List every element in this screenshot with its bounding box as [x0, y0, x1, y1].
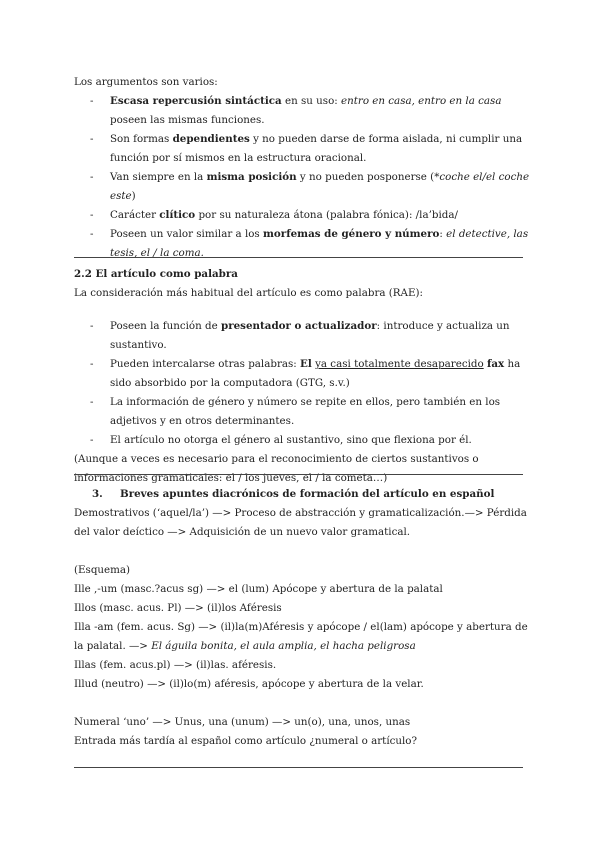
list-item: - Carácter clítico por su naturaleza átona (palabra fónica): /la’bida/ — [74, 206, 534, 225]
arguments-list — [74, 92, 534, 263]
esquema-line: Illas (fem. acus.pl) —> (il)las. aféresis. — [74, 659, 277, 671]
section-heading: 3. Breves apuntes diacrónicos de formación del artículo en español — [92, 488, 495, 500]
list-item: - Poseen la función de presentador o actualizador: introduce y actualiza un sustantivo. — [74, 317, 534, 355]
section-heading: 2.2 El artículo como palabra — [74, 268, 238, 280]
esquema-line: Illa -am (fem. acus. Sg) —> (il)la(m)Aféresis y apócope / el(lam) apócope y abertura de la palatal. —> El águila bonita, el aula amplia, el hacha peligrosa — [74, 621, 528, 652]
numeral-line: Numeral ‘uno’ —> Unus, una (unum) —> un(o), una, unos, unas — [74, 716, 411, 728]
list-item: - Son formas dependientes y no pueden darse de forma aislada, ni cumplir una función por sí mismos en la estructura oracional. — [74, 130, 534, 168]
list-item: - Pueden intercalarse otras palabras: El ya casi totalmente desaparecido fax ha sido absorbido por la computadora (GTG, s.v.) — [74, 355, 534, 393]
esquema-label: (Esquema) — [74, 564, 131, 576]
list-item: - Poseen un valor similar a los morfemas de género y número: el detective, las tesis, el / la coma. — [74, 225, 534, 263]
diachronic-section — [74, 485, 534, 751]
entrada-line: Entrada más tardía al español como artículo ¿numeral o artículo? — [74, 735, 418, 747]
article-as-word-section — [74, 265, 534, 488]
esquema-line: Ille ,-um (masc.?acus sg) —> el (lum) Apócope y abertura de la palatal — [74, 583, 443, 595]
section-intro: La consideración más habitual del artículo es como palabra (RAE): — [74, 287, 423, 299]
list-item: - Van siempre en la misma posición y no pueden posponerse (*coche el/el coche este) — [74, 168, 534, 206]
divider — [74, 257, 523, 258]
esquema-line: Illos (masc. acus. Pl) —> (il)los Aféresis — [74, 602, 282, 614]
note-text: (Aunque a veces es necesario para el reconocimiento de ciertos sustantivos o informaciones gramaticales: el / los jueves, el / la cometa…) — [74, 453, 479, 484]
demonstratives-text: Demostrativos (‘aquel/la’) —> Proceso de abstracción y gramaticalización.—> Pérdida del valor deíctico —> Adquisición de un nuevo valor gramatical. — [74, 507, 527, 538]
list-item: - La información de género y número se repite en ellos, pero también en los adjetivos y en otros determinantes. — [74, 393, 534, 431]
arguments-intro: Los argumentos son varios: — [74, 76, 218, 88]
list-item: - Escasa repercusión sintáctica en su uso: entro en casa, entro en la casa poseen las mismas funciones. — [74, 92, 534, 130]
list-item: - El artículo no otorga el género al sustantivo, sino que flexiona por él. — [74, 431, 534, 450]
word-list — [74, 317, 534, 450]
divider — [74, 474, 523, 475]
arguments-section — [74, 73, 534, 263]
esquema-line: Illud (neutro) —> (il)lo(m) aféresis, apócope y abertura de la velar. — [74, 678, 424, 690]
divider — [74, 767, 523, 768]
